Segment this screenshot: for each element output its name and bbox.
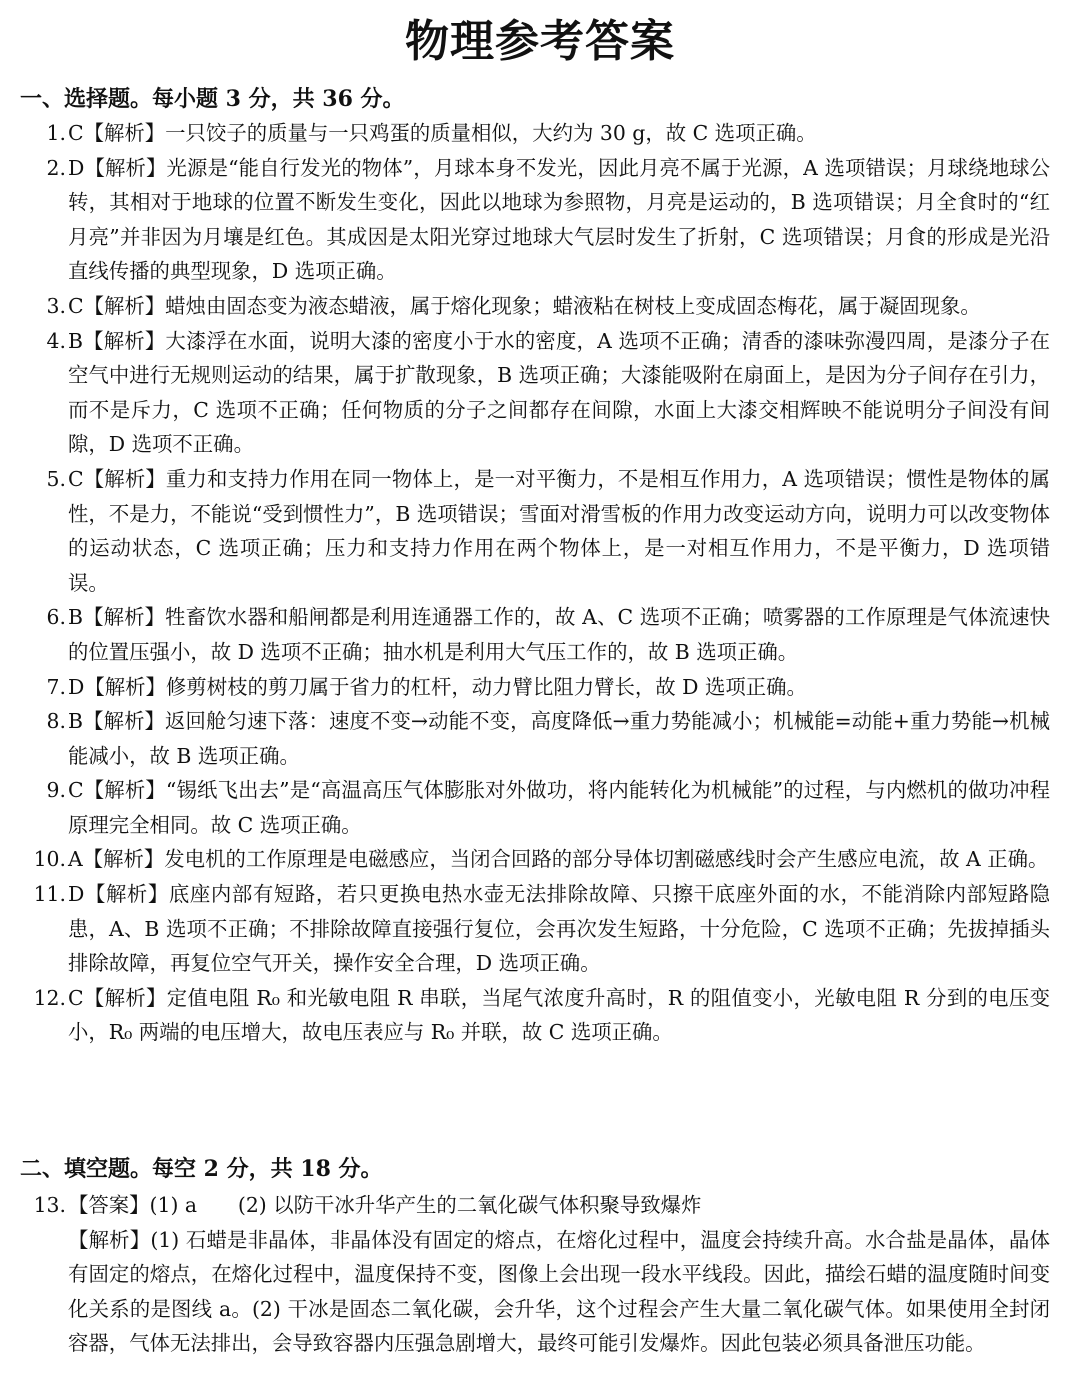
item-number: 10. bbox=[33, 847, 66, 872]
item-text: D【解析】光源是“能自行发光的物体”，月球本身不发光，因此月亮不属于光源，A 选项错误；月球绕地球公转，其相对于地球的位置不断发生变化，因此以地球为参照物，月亮是运动的，B 选项错误；月全食时的“红月亮”并非因为月壤是红色。其成因是太阳光穿过地球大气层时发生了折射，C 选项错误；月食的形成是光沿直线传播的典型现象，D 选项正确。 bbox=[68, 155, 1050, 284]
section-heading-fill-blank: 二、填空题。每空 2 分，共 18 分。 bbox=[20, 1156, 383, 1182]
item-text: D【解析】底座内部有短路，若只更换电热水壶无法排除故障、只擦干底座外面的水，不能消除内部短路隐患，A、B 选项不正确；不排除故障直接强行复位，会再次发生短路，十分危险，C 选项不正确；先拔掉插头排除故障，再复位空气开关，操作安全合理，D 选项正确。 bbox=[68, 882, 1050, 976]
item-number: 5. bbox=[46, 466, 66, 491]
list-item bbox=[20, 462, 1050, 600]
page-title: 物理参考答案 bbox=[405, 16, 675, 67]
item-text: A【解析】发电机的工作原理是电磁感应，当闭合回路的部分导体切割磁感线时会产生感应电流，故 A 正确。 bbox=[68, 847, 1049, 872]
item-text: C【解析】重力和支持力作用在同一物体上，是一对平衡力，不是相互作用力，A 选项错误；惯性是物体的属性，不是力，不能说“受到惯性力”，B 选项错误；雪面对滑雪板的作用力改变运动方向，说明力可以改变物体的运动状态，C 选项正确；压力和支持力作用在两个物体上，是一对相互作用力，不是平衡力，D 选项错误。 bbox=[68, 466, 1050, 595]
item-number: 12. bbox=[33, 985, 66, 1010]
item-answer: 【答案】(1) a (2) 以防干冰升华产生的二氧化碳气体积聚导致爆炸 bbox=[68, 1193, 702, 1217]
item-number: 8. bbox=[46, 709, 66, 734]
list-item bbox=[20, 116, 1050, 151]
list-item bbox=[20, 600, 1050, 669]
list-item bbox=[20, 1188, 1050, 1223]
item-number: 3. bbox=[46, 293, 66, 318]
list-item bbox=[20, 289, 1050, 324]
list-item bbox=[20, 704, 1050, 773]
item-number: 7. bbox=[46, 674, 66, 699]
item-text: B【解析】返回舱匀速下落：速度不变→动能不变，高度降低→重力势能减小；机械能=动能+重力势能→机械能减小，故 B 选项正确。 bbox=[68, 709, 1050, 768]
item-text: B【解析】牲畜饮水器和船闸都是利用连通器工作的，故 A、C 选项不正确；喷雾器的工作原理是气体流速快的位置压强小，故 D 选项不正确；抽水机是利用大气压工作的，故 B 选项正确。 bbox=[68, 605, 1050, 664]
item-number: 13. bbox=[33, 1193, 66, 1217]
list-item bbox=[20, 324, 1050, 462]
item-number: 9. bbox=[46, 778, 66, 803]
list-item bbox=[20, 877, 1050, 981]
item-number: 11. bbox=[33, 882, 66, 907]
section-heading-choice: 一、选择题。每小题 3 分，共 36 分。 bbox=[20, 86, 405, 112]
item-number: 2. bbox=[46, 155, 66, 180]
item-text: C【解析】一只饺子的质量与一只鸡蛋的质量相似，大约为 30 g，故 C 选项正确。 bbox=[68, 121, 817, 145]
item-text: B【解析】大漆浮在水面，说明大漆的密度小于水的密度，A 选项不正确；清香的漆味弥漫四周，是漆分子在空气中进行无规则运动的结果，属于扩散现象，B 选项正确；大漆能吸附在扇面上，是因为分子间存在引力，而不是斥力，C 选项不正确；任何物质的分子之间都存在间隙，水面上大漆交相辉映不能说明分子间没有间隙，D 选项不正确。 bbox=[68, 328, 1050, 457]
choice-answer-list bbox=[20, 116, 1050, 1050]
item-number: 4. bbox=[46, 328, 66, 353]
item-analysis: 【解析】(1) 石蜡是非晶体，非晶体没有固定的熔点，在熔化过程中，温度会持续升高。水合盐是晶体，晶体有固定的熔点，在熔化过程中，温度保持不变，图像上会出现一段水平线段。因此，描绘石蜡的温度随时间变化关系的是图线 a。(2) 干冰是固态二氧化碳，会升华，这个过程会产生大量二氧化碳气体。如果使用全封闭容器，气体无法排出，会导致容器内压强急剧增大，最终可能引发爆炸。因此包装必须具备泄压功能。 bbox=[68, 1227, 1050, 1356]
list-item bbox=[20, 773, 1050, 842]
item-text: C【解析】“锡纸飞出去”是“高温高压气体膨胀对外做功，将内能转化为机械能”的过程，与内燃机的做功冲程原理完全相同。故 C 选项正确。 bbox=[68, 778, 1050, 837]
item-text: C【解析】蜡烛由固态变为液态蜡液，属于熔化现象；蜡液粘在树枝上变成固态梅花，属于凝固现象。 bbox=[68, 293, 981, 318]
item-number: 6. bbox=[46, 605, 66, 630]
list-item bbox=[20, 842, 1050, 877]
fill-blank-answer-list bbox=[20, 1188, 1050, 1361]
list-item bbox=[20, 670, 1050, 705]
list-item bbox=[20, 151, 1050, 289]
list-item bbox=[20, 981, 1050, 1050]
item-text: D【解析】修剪树枝的剪刀属于省力的杠杆，动力臂比阻力臂长，故 D 选项正确。 bbox=[68, 674, 807, 699]
item-number: 1. bbox=[46, 121, 66, 145]
item-text: C【解析】定值电阻 R₀ 和光敏电阻 R 串联，当尾气浓度升高时，R 的阻值变小，光敏电阻 R 分到的电压变小，R₀ 两端的电压增大，故电压表应与 R₀ 并联，故 C 选项正确。 bbox=[68, 985, 1050, 1045]
